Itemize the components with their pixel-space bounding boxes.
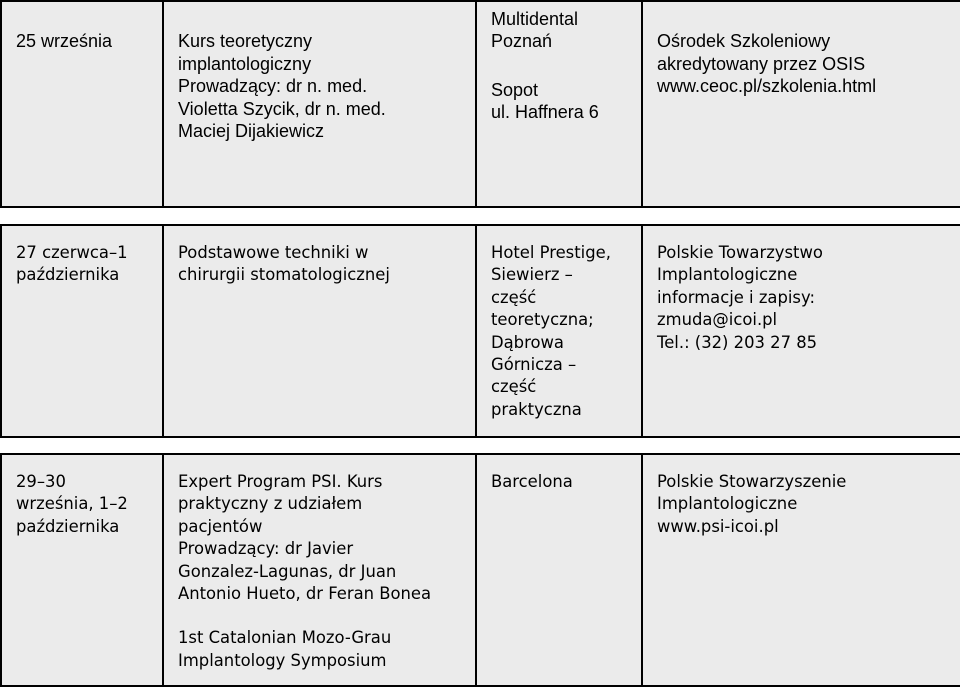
organizer-line: zmuda@icoi.pl (657, 310, 778, 330)
organizer-line: Ośrodek Szkoleniowy (657, 31, 831, 52)
date-line: października (16, 516, 120, 536)
place-line: Sopot (491, 79, 539, 100)
course-line: Violetta Szycik, dr n. med. (178, 98, 386, 119)
place-header-line: Multidental (491, 9, 579, 29)
place-line: Barcelona (491, 472, 573, 491)
course-line: Podstawowe techniki w (178, 243, 369, 262)
place-line: Dąbrowa (491, 332, 564, 352)
course-line: implantologiczny (178, 53, 312, 74)
organizer-line (657, 8, 950, 30)
place-cell (476, 1, 642, 207)
place-line: praktyczna (491, 399, 582, 419)
course-line: praktyczny z udziałem (178, 494, 363, 514)
organizer-cell (642, 454, 960, 686)
course-line: Expert Program PSI. Kurs (178, 472, 383, 491)
date-line (16, 8, 152, 30)
place-header-line: Poznań (491, 31, 553, 52)
course-line: Gonzalez-Lagunas, dr Juan (178, 561, 397, 581)
date-line: 25 września (16, 31, 113, 52)
organizer-cell (642, 225, 960, 437)
organizer-line: akredytowany przez OSIS (657, 53, 866, 74)
course-line: chirurgii stomatologicznej (178, 265, 390, 285)
organizer-line: www.ceoc.pl/szkolenia.html (657, 76, 877, 97)
organizer-line: www.psi-icoi.pl (657, 516, 779, 536)
date-cell (1, 225, 163, 437)
organizer-cell (642, 1, 960, 207)
course-line: pacjentów (178, 516, 263, 536)
organizer-line: informacje i zapisy: (657, 287, 815, 307)
organizer-line: Polskie Towarzystwo (657, 243, 823, 262)
organizer-line: Tel.: (32) 203 27 85 (657, 332, 818, 352)
date-cell (1, 454, 163, 686)
date-cell (1, 1, 163, 207)
place-line: Siewierz – (491, 265, 573, 285)
course-cell (163, 1, 476, 207)
organizer-line: Implantologiczne (657, 265, 798, 285)
date-line: 27 czerwca–1 (16, 243, 128, 262)
table-row (1, 1, 960, 207)
course-cell (163, 225, 476, 437)
course-line (178, 8, 465, 30)
table-row (1, 225, 960, 437)
place-line: część (491, 377, 537, 397)
place-line: teoretyczna; (491, 310, 594, 330)
organizer-line: Polskie Stowarzyszenie (657, 472, 847, 491)
course-line: Antonio Hueto, dr Feran Bonea (178, 584, 432, 604)
place-line: ul. Haffnera 6 (491, 102, 599, 123)
place-cell (476, 225, 642, 437)
course-cell (163, 454, 476, 686)
date-line: 29–30 (16, 472, 66, 491)
place-line: część (491, 287, 537, 307)
date-line: października (16, 265, 120, 285)
symposium-line: 1st Catalonian Mozo-Grau (178, 628, 392, 648)
place-line: Górnicza – (491, 355, 577, 375)
symposium-line: Implantology Symposium (178, 650, 387, 670)
date-line: września, 1–2 (16, 494, 128, 514)
course-line: Maciej Dijakiewicz (178, 121, 325, 142)
place-line: Hotel Prestige, (491, 243, 611, 262)
table-row (1, 454, 960, 686)
course-line: Prowadzący: dr n. med. (178, 76, 368, 97)
course-line: Prowadzący: dr Javier (178, 539, 354, 559)
place-cell (476, 454, 642, 686)
organizer-line: Implantologiczne (657, 494, 798, 514)
course-line: Kurs teoretyczny (178, 31, 313, 52)
